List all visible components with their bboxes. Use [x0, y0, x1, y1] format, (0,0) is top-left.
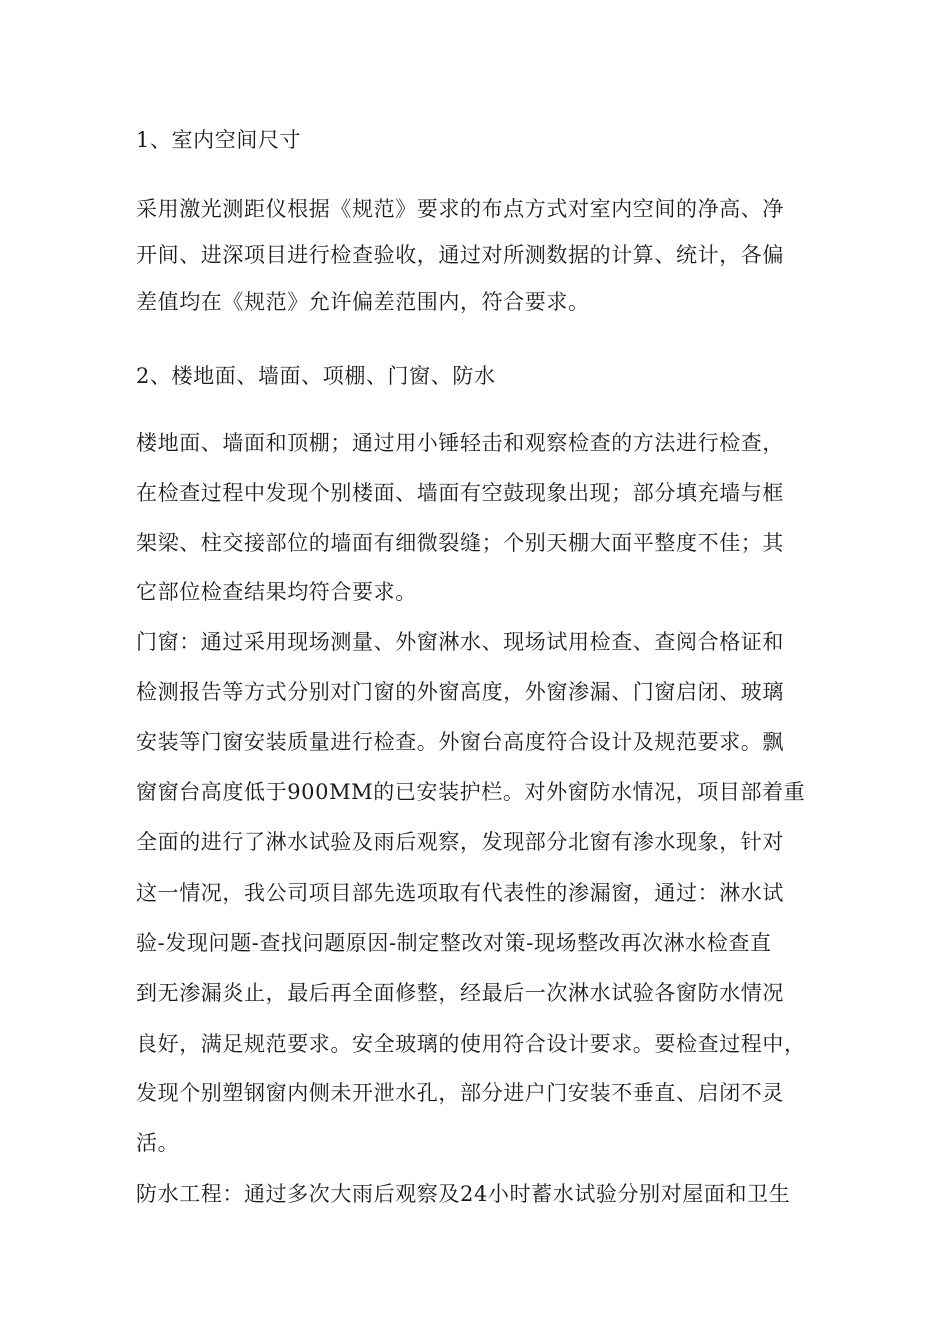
windows-line-2: 检测报告等方式分别对门窗的外窗高度，外窗渗漏、门窗启闭、玻璃	[136, 680, 784, 704]
floor-line-3: 架梁、柱交接部位的墙面有细微裂缝；个别天棚大面平整度不佳；其	[136, 531, 784, 555]
floor-line-1: 楼地面、墙面和顶棚；通过用小锤轻击和观察检查的方法进行检查，	[136, 431, 784, 455]
section1-line-2: 开间、进深项目进行检查验收，通过对所测数据的计算、统计，各偏	[136, 243, 784, 267]
windows-line-4: 窗窗台高度低于900MM的已安装护栏。对外窗防水情况，项目部着重	[136, 780, 806, 804]
windows-line-8: 到无渗漏炎止，最后再全面修整，经最后一次淋水试验各窗防水情况	[136, 981, 784, 1005]
floor-line-2: 在检查过程中发现个别楼面、墙面有空鼓现象出现；部分填充墙与框	[136, 481, 784, 505]
windows-line-3: 安装等门窗安装质量进行检查。外窗台高度符合设计及规范要求。飘	[136, 730, 784, 754]
section1-line-1: 采用激光测距仪根据《规范》要求的布点方式对室内空间的净高、净	[136, 197, 784, 221]
floor-line-4: 它部位检查结果均符合要求。	[136, 580, 417, 604]
section2-heading: 2、楼地面、墙面、项棚、门窗、防水	[136, 364, 496, 388]
windows-line-5: 全面的进行了淋水试验及雨后观察，发现部分北窗有渗水现象，针对	[136, 830, 784, 854]
windows-line-7: 验-发现问题-查找问题原因-制定整改对策-现场整改再次淋水检查直	[136, 931, 772, 955]
section1-line-3: 差值均在《规范》允许偏差范围内，符合要求。	[136, 290, 590, 314]
waterproofing-line-1: 防水工程：通过多次大雨后观察及24小时蓄水试验分别对屋面和卫生	[136, 1182, 791, 1206]
section1-heading: 1、室内空间尺寸	[136, 128, 302, 152]
windows-line-6: 这一情况，我公司项目部先选项取有代表性的渗漏窗，通过：淋水试	[136, 881, 784, 905]
windows-line-1: 门窗：通过采用现场测量、外窗淋水、现场试用检查、查阅合格证和	[136, 630, 784, 654]
windows-line-9: 良好，满足规范要求。安全玻璃的使用符合设计要求。要检查过程中，	[136, 1032, 806, 1056]
windows-line-11: 活。	[136, 1131, 180, 1155]
windows-line-10: 发现个别塑钢窗内侧未开泄水孔，部分进户门安装不垂直、启闭不灵	[136, 1081, 784, 1105]
